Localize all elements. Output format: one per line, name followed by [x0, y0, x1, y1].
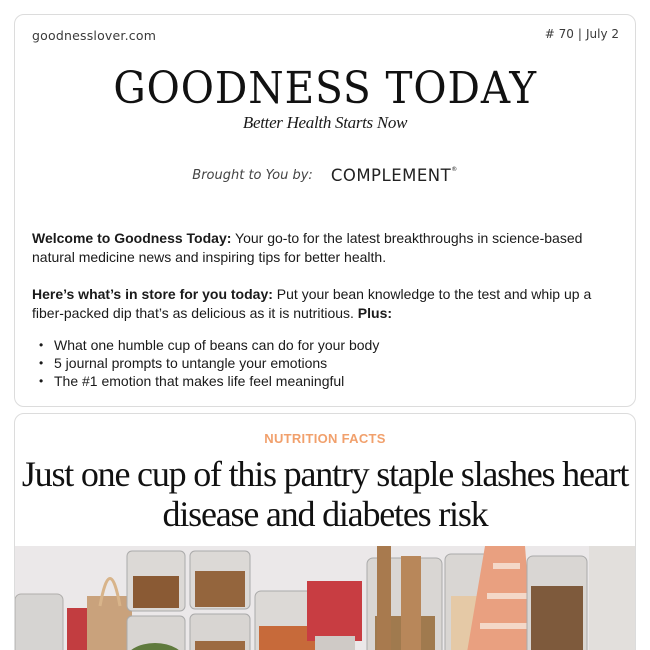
- newsletter-header-card: [14, 14, 636, 407]
- list-item: • 5 journal prompts to untangle your emotions: [39, 354, 379, 372]
- highlights-list: [39, 336, 379, 390]
- sponsor-block: [15, 166, 635, 185]
- plus-label: Plus:: [357, 305, 393, 321]
- today-lead: Here’s what’s in store for you today:: [32, 286, 273, 302]
- site-url-link[interactable]: goodnesslover.com: [32, 28, 157, 43]
- issue-meta: [545, 27, 619, 41]
- issue-separator: |: [577, 27, 582, 41]
- list-item: • What one humble cup of beans can do for your body: [39, 336, 379, 354]
- article-hero-image[interactable]: [15, 546, 635, 650]
- welcome-paragraph: [32, 229, 615, 267]
- sponsor-name: COMPLEMENT: [330, 166, 452, 185]
- sponsor-label: Brought to You by:: [192, 168, 313, 183]
- welcome-body: Your go-to for the latest breakthroughs in science-based natural medicine news and inspiring tips for better health.: [32, 230, 583, 265]
- sponsor-logo-link[interactable]: [331, 166, 458, 185]
- tagline: Better Health Starts Now: [242, 113, 408, 132]
- article-headline-link[interactable]: Just one cup of this pantry staple slashes heart disease and diabetes risk: [21, 454, 629, 534]
- today-body: Put your bean knowledge to the test and whip up a fiber-packed dip that’s as delicious as it is nutritious.: [32, 286, 592, 321]
- today-paragraph: [32, 285, 615, 323]
- article-card: [14, 413, 636, 650]
- intro-text: [32, 229, 615, 341]
- registered-mark: ®: [451, 166, 458, 173]
- welcome-lead: Welcome to Goodness Today:: [32, 230, 232, 246]
- masthead-title: GOODNESS TODAY: [113, 63, 537, 114]
- list-item: • The #1 emotion that makes life feel meaningful: [39, 372, 379, 390]
- article-category: NUTRITION FACTS: [264, 431, 386, 446]
- masthead: [15, 63, 635, 133]
- issue-number: # 70: [544, 27, 574, 41]
- pantry-jars-illustration: [15, 546, 635, 650]
- issue-date: July 2: [585, 27, 619, 41]
